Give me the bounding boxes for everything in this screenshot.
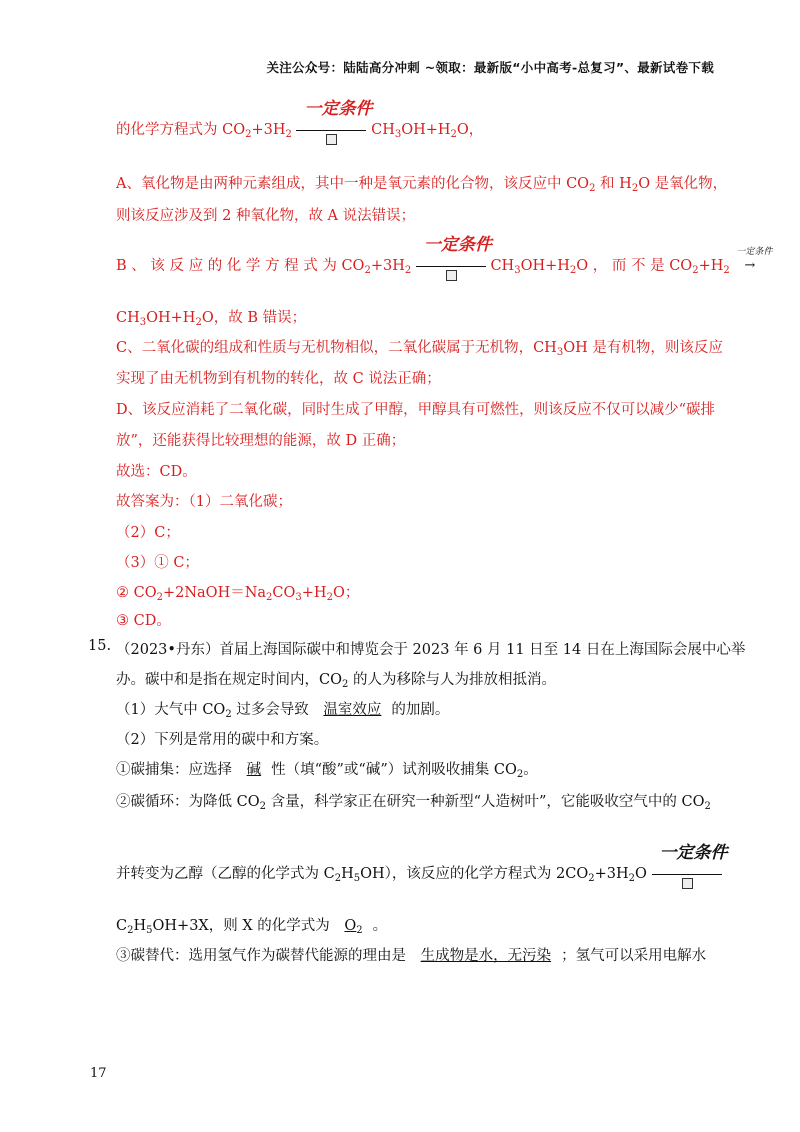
condition-box-icon [326, 134, 337, 145]
reaction-condition: 一定条件 [416, 256, 486, 270]
answer-blank: 温室效应 [323, 702, 382, 718]
option-d-line-1: D、该反应消耗了二氧化碳，同时生成了甲醇，甲醇具有可燃性，则该反应不仅可以减少“碳排 [116, 402, 716, 418]
reaction-condition: 一定条件 [296, 120, 366, 134]
q15-line-5: ①碳捕集：应选择 碱 性（填“酸”或“碱”）试剂吸收捕集 $CO_2$。 [116, 762, 538, 780]
question-number: 15. [88, 638, 112, 654]
small-reaction-condition: 一定条件 → [736, 247, 773, 273]
answer-line-5: ③ CD。 [116, 613, 171, 629]
option-c-line-1: C、二氧化碳的组成和性质与无机物相似，二氧化碳属于无机物，$CH_3OH$ 是有机物，则该反应 [116, 340, 723, 358]
q15-line-1: （2023•丹东）首届上海国际碳中和博览会于 2023 年 6 月 11 日至 14 日在上海国际会展中心举 [116, 642, 746, 658]
answer-blank: 生成物是水，无污染 [420, 948, 552, 964]
q15-line-3: （1）大气中 $CO_2$ 过多会导致 温室效应 的加剧。 [116, 702, 450, 720]
equation-line-1: 的化学方程式为 $CO_2+3H_2$ 一定条件 $CH_3OH+H_2O$， [116, 118, 483, 139]
answer-blank: $O_2$ [344, 918, 363, 936]
page-header: 关注公众号：陆陆高分冲刺 ~领取：最新版“小中高考-总复习”、最新试卷下载 [266, 60, 714, 75]
option-b-line-1: B 、 该 反 应 的 化 学 方 程 式 为 $CO_2+3H_2$ 一定条件 $CH_3OH+H_2O$ ， 而 不 是 $CO_2+H_2$ 一定条件 → [116, 254, 768, 275]
answer-line-2: （2）C； [116, 525, 180, 541]
answer-line-3: （3）① C； [116, 555, 199, 571]
condition-box-icon [682, 878, 693, 889]
arrow-icon: → [744, 258, 756, 273]
q15-line-7: 并转变为乙醇（乙醇的化学式为 $C_2H_5OH$），该反应的化学方程式为 $2CO_2+3H_2O$ 一定条件 [116, 862, 722, 883]
page-number: 17 [90, 1066, 107, 1081]
answer-line-1: 故答案为：（1）二氧化碳； [116, 494, 292, 510]
selection-line: 故选：CD。 [116, 464, 197, 480]
q15-line-2: 办。碳中和是指在规定时间内，$CO_2$ 的人为移除与人为排放相抵消。 [116, 672, 556, 690]
answer-line-4: ② $CO_2+2NaOH=Na_2CO_3+H_2O$； [116, 585, 360, 603]
option-a-line-1: A、氧化物是由两种元素组成，其中一种是氧元素的化合物，该反应中 $CO_2$ 和 $H_2O$ 是氧化物， [116, 176, 728, 194]
option-c-line-2: 实现了由无机物到有机物的转化，故 C 说法正确； [116, 371, 441, 387]
q15-line-6: ②碳循环：为降低 $CO_2$ 含量，科学家正在研究一种新型“人造树叶”，它能吸收空气中的 $CO_2$ [116, 794, 711, 812]
option-a-line-2: 则该反应涉及到 2 种氧化物，故 A 说法错误； [116, 208, 416, 224]
q15-line-9: ③碳替代：选用氢气作为碳替代能源的理由是 生成物是水，无污染 ；氢气可以采用电解水 [116, 948, 707, 964]
condition-box-icon [446, 270, 457, 281]
reaction-condition: 一定条件 [652, 864, 722, 878]
option-d-line-2: 放”，还能获得比较理想的能源，故 D 正确； [116, 433, 406, 449]
answer-blank: 碱 [246, 762, 262, 778]
q15-line-4: （2）下列是常用的碳中和方案。 [116, 732, 329, 748]
q15-line-8: $C_2H_5OH+3X$，则 X 的化学式为 $O_2$ 。 [116, 918, 388, 936]
option-b-line-2: $CH_3OH+H_2O$，故 B 错误； [116, 310, 307, 328]
